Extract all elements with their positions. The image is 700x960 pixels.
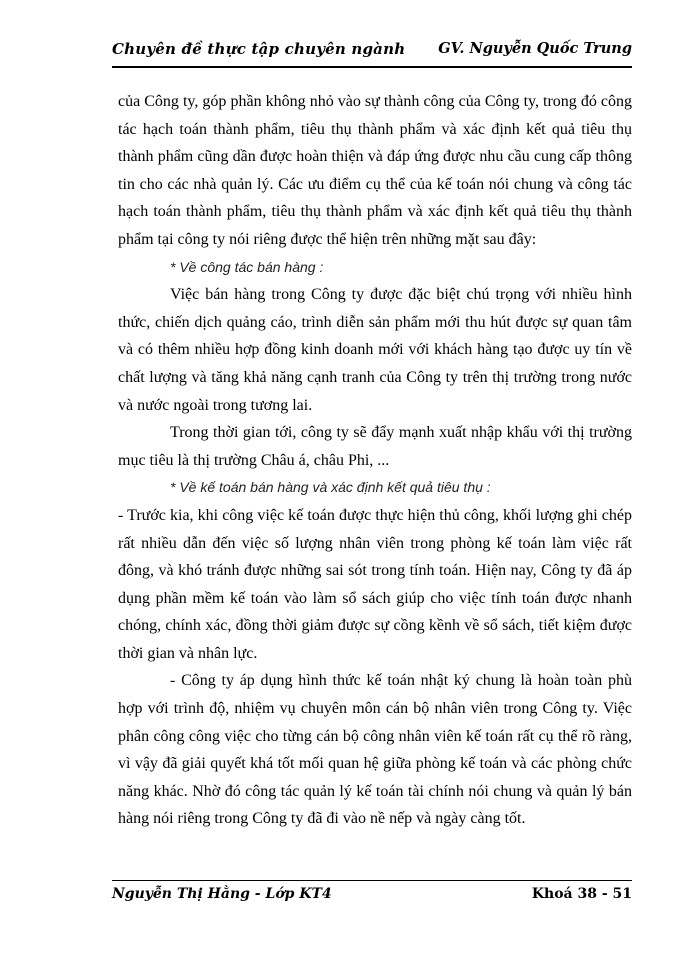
- header-instructor: GV. Nguyễn Quốc Trung: [438, 40, 632, 57]
- section-heading-accounting: * Về kế toán bán hàng và xác định kết quả tiêu thụ :: [170, 479, 491, 496]
- paragraph-sales: Việc bán hàng trong Công ty được đặc biệt chú trọng với nhiều hình thức, chiến dịch quảng cáo, trình diễn sản phẩm mới thu hút được sự quan tâm và có thêm nhiều hợp đồng kinh doanh mới với khách hàng tạo được uy tín về chất lượng và tăng khả năng cạnh tranh của Công ty trên thị trường trong nước và nước ngoài trong tương lai.: [118, 286, 632, 414]
- header-title: Chuyên đề thực tập chuyên ngành: [112, 40, 406, 58]
- page-header: [112, 40, 632, 64]
- paragraph-intro: của Công ty, góp phần không nhỏ vào sự thành công của Công ty, trong đó công tác hạch toán thành phẩm, tiêu thụ thành phẩm và xác định kết quả tiêu thụ thành phẩm cũng dần được hoàn thiện và đáp ứng được nhu cầu cung cấp thông tin cho các nhà quản lý. Các ưu điểm cụ thể của kế toán nói chung và công tác hạch toán thành phẩm, tiêu thụ thành phẩm và xác định kết quả tiêu thụ thành phẩm tại công ty nói riêng được thể hiện trên những mặt sau đây:: [118, 93, 632, 248]
- footer-page-number: Khoá 38 - 51: [531, 886, 632, 902]
- section-heading-sales: * Về công tác bán hàng :: [170, 258, 324, 275]
- bullet-software: - Trước kia, khi công việc kế toán được thực hiện thủ công, khối lượng ghi chép rất nhiều dẫn đến việc số lượng nhân viên trong phòng kế toán làm việc rất đông, và khó tránh được những sai sót trong tính toán. Hiện nay, Công ty đã áp dụng phần mềm kế toán vào làm sổ sách giúp cho việc tính toán được nhanh chóng, chính xác, đồng thời giảm được sự cồng kềnh về sổ sách, tiết kiệm được thời gian và nhân lực.: [118, 506, 632, 662]
- page-footer: [112, 886, 632, 910]
- document-body: [118, 88, 632, 833]
- footer-rule: [112, 880, 632, 881]
- header-rule: [112, 66, 632, 68]
- paragraph-export: Trong thời gian tới, công ty sẽ đẩy mạnh xuất nhập khẩu với thị trường mục tiêu là thị trường Châu á, châu Phi, ...: [118, 424, 632, 469]
- footer-author: Nguyễn Thị Hằng - Lớp KT4: [112, 886, 332, 902]
- bullet-journal: - Công ty áp dụng hình thức kế toán nhật ký chung là hoàn toàn phù hợp với trình độ, nhiệm vụ chuyên môn cán bộ nhân viên trong Công ty. Việc phân công công việc cho từng cán bộ công nhân viên kế toán rất cụ thể rõ ràng, vì vậy đã giải quyết khá tốt mối quan hệ giữa phòng kế toán và các phòng chức năng khác. Nhờ đó công tác quản lý kế toán tài chính nói chung và quản lý bán hàng nói riêng trong Công ty đã đi vào nề nếp và ngày càng tốt.: [118, 672, 632, 828]
